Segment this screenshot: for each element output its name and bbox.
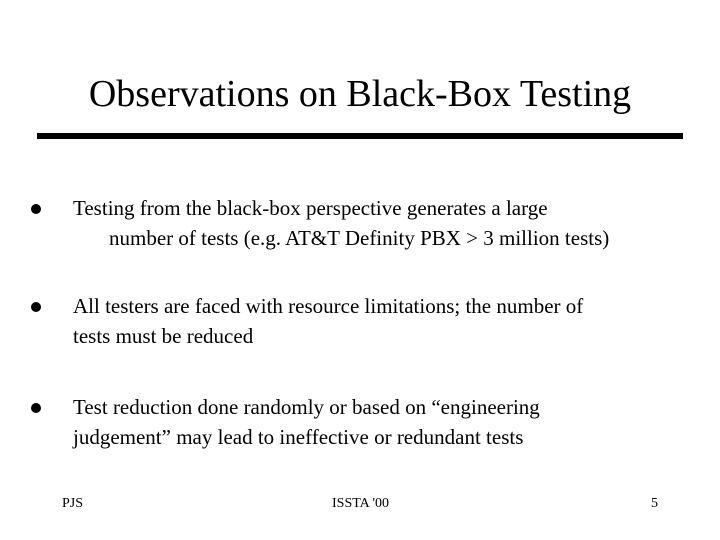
bullet-line: judgement” may lead to ineffective or redundant tests — [73, 425, 524, 449]
bullet-line: All testers are faced with resource limitations; the number of — [73, 294, 584, 318]
bullet-line: number of tests (e.g. AT&T Definity PBX > 3 million tests) — [109, 226, 610, 250]
bullet-line: Test reduction done randomly or based on “engineering — [73, 395, 540, 419]
title-underline — [37, 133, 683, 139]
bullet-line: tests must be reduced — [73, 324, 254, 348]
bullet-text — [73, 392, 540, 452]
bullet-dot — [31, 302, 41, 312]
footer-author: PJS — [62, 496, 84, 511]
bullet-line: Testing from the black-box perspective generates a large — [73, 196, 548, 220]
footer-page-number: 5 — [651, 496, 658, 511]
bullet-dot — [31, 403, 41, 413]
slide-title: Observations on Black-Box Testing — [88, 73, 632, 115]
footer-conference: ISSTA '00 — [332, 496, 390, 511]
bullet-text — [73, 291, 583, 351]
bullet-text — [73, 193, 609, 253]
bullet-dot — [31, 204, 41, 214]
